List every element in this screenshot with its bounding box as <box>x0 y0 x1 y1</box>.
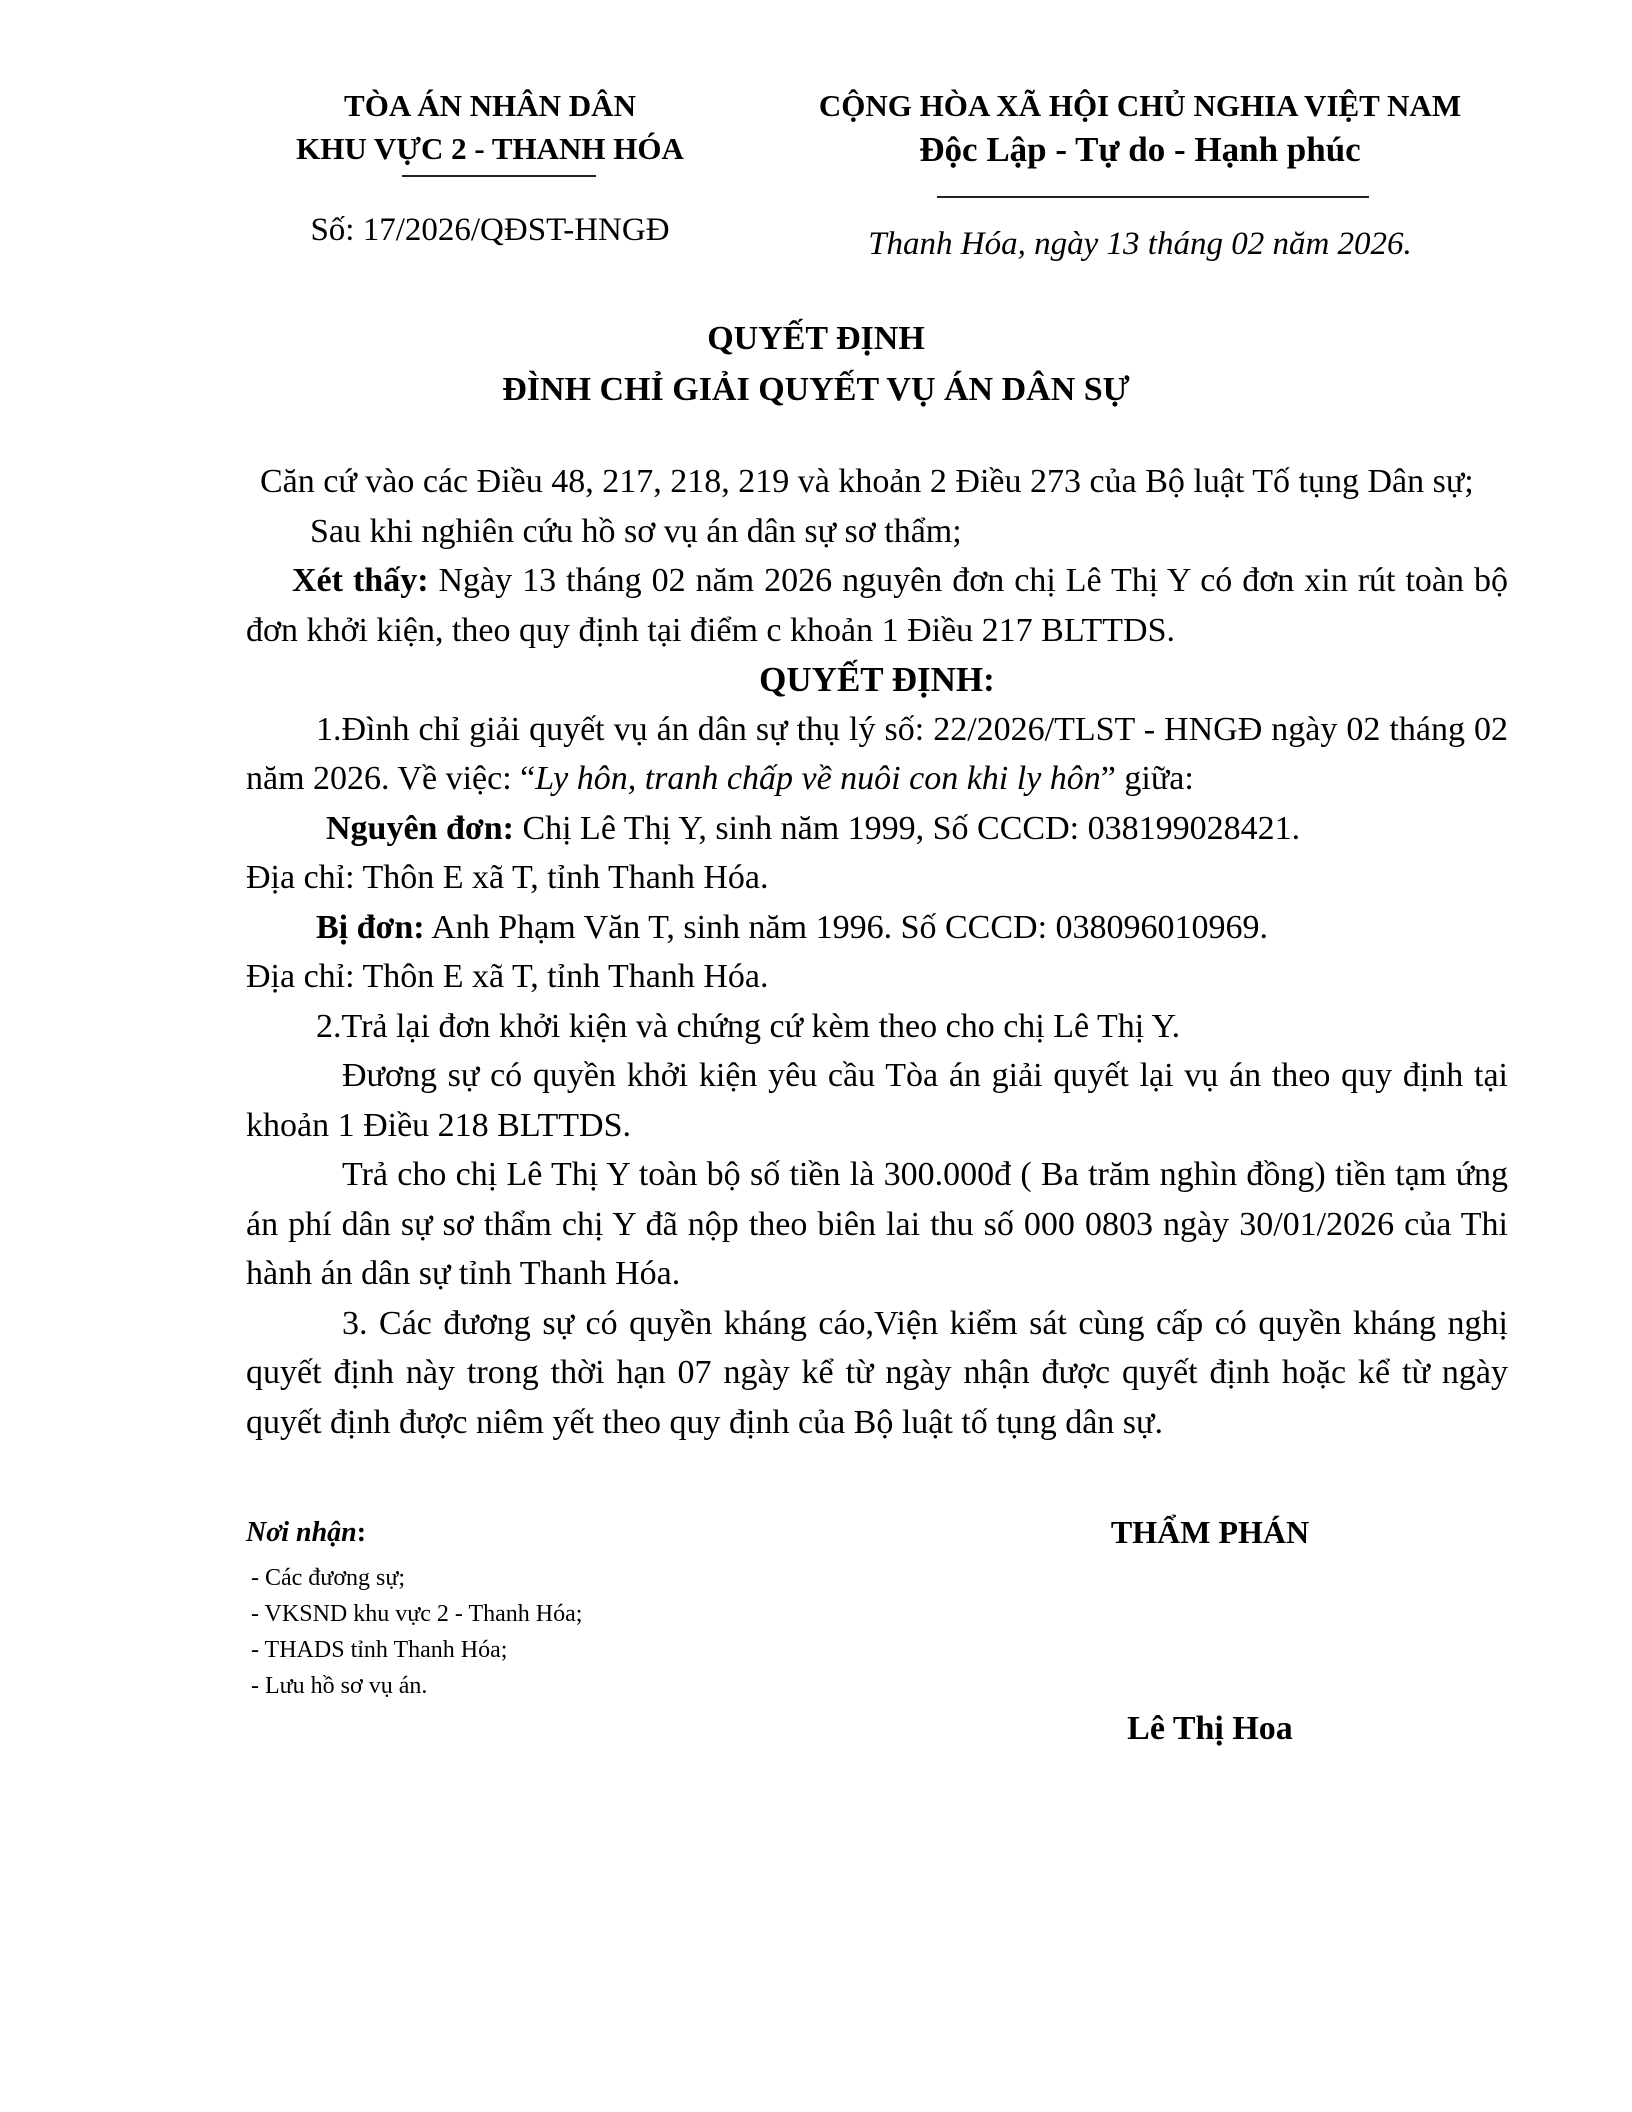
recipients-label-text: Nơi nhận <box>246 1517 357 1548</box>
document-subtitle: ĐÌNH CHỈ GIẢI QUYẾT VỤ ÁN DÂN SỰ <box>502 371 1130 408</box>
item1-suffix: ” giữa: <box>1100 760 1194 797</box>
recipient-item: - Các đương sự; <box>251 1565 406 1591</box>
decision-number: Số: 17/2026/QĐST-HNGĐ <box>310 212 670 248</box>
defendant-address: Địa chỉ: Thôn E xã T, tỉnh Thanh Hóa. <box>246 958 769 995</box>
plaintiff-address: Địa chỉ: Thôn E xã T, tỉnh Thanh Hóa. <box>246 859 769 896</box>
recipients-list <box>246 1560 582 1704</box>
finding-paragraph <box>246 556 1508 655</box>
decision-item-1 <box>246 705 1508 804</box>
finding-text: Ngày 13 tháng 02 năm 2026 nguyên đơn chị Lê Thị Y có đơn xin rút toàn bộ đơn khởi kiện, theo quy định tại điểm c khoản 1 Điều 217 BLTTDS. <box>246 562 1508 649</box>
document-title: QUYẾT ĐỊNH <box>707 320 925 357</box>
decision-item-3: 3. Các đương sự có quyền kháng cáo,Viện kiểm sát cùng cấp có quyền kháng nghị quyết định này trong thời hạn 07 ngày kể từ ngày nhận được quyết định hoặc kể từ ngày quyết định được niêm yết theo quy định của Bộ luật tố tụng dân sự. <box>246 1304 1508 1441</box>
plaintiff-line <box>246 804 1508 854</box>
decision-item-2: 2.Trả lại đơn khởi kiện và chứng cứ kèm theo cho chị Lê Thị Y. <box>316 1007 1181 1045</box>
recipient-item: - Lưu hồ sơ vụ án. <box>251 1673 428 1699</box>
court-name: TÒA ÁN NHÂN DÂN <box>344 88 636 123</box>
plaintiff-info: Chị Lê Thị Y, sinh năm 1999, Số CCCD: 038199028421. <box>513 809 1301 847</box>
right-to-sue: Đương sự có quyền khởi kiện yêu cầu Tòa án giải quyết lại vụ án theo quy định tại khoản 1 Điều 218 BLTTDS. <box>246 1057 1508 1144</box>
recipients-label <box>246 1515 366 1551</box>
defendant-line <box>246 903 1508 953</box>
judge-title: THẨM PHÁN <box>1110 1514 1310 1550</box>
recipient-item: - THADS tỉnh Thanh Hóa; <box>251 1637 508 1663</box>
recipients-colon: : <box>356 1517 367 1548</box>
item1-prefix: 1.Đình chỉ giải quyết vụ án dân sự thụ lý số: 22/2026/TLST - HNGĐ ngày 02 tháng 02 năm 2026. Về việc: “ <box>246 710 1508 797</box>
republic-name: CỘNG HÒA XÃ HỘI CHỦ NGHIA VIỆT NAM <box>818 88 1462 123</box>
review-statement: Sau khi nghiên cứu hồ sơ vụ án dân sự sơ thẩm; <box>310 512 962 550</box>
recipient-item: - VKSND khu vực 2 - Thanh Hóa; <box>251 1601 583 1627</box>
document-body <box>246 457 1508 1447</box>
judge-name: Lê Thị Hoa <box>1127 1710 1293 1747</box>
defendant-label: Bị đơn: <box>316 908 425 946</box>
fee-refund: Trả cho chị Lê Thị Y toàn bộ số tiền là 300.000đ ( Ba trăm nghìn đồng) tiền tạm ứng án phí dân sự sơ thẩm chị Y đã nộp theo biên lai thu số 000 0803 ngày 30/01/2026 của Thi hành án dân sự tỉnh Thanh Hóa. <box>246 1156 1508 1292</box>
national-motto: Độc Lập - Tự do - Hạnh phúc <box>919 130 1361 169</box>
decision-heading: QUYẾT ĐỊNH: <box>759 660 995 699</box>
defendant-info: Anh Phạm Văn T, sinh năm 1996. Số CCCD: 038096010969. <box>424 908 1269 946</box>
document-date: Thanh Hóa, ngày 13 tháng 02 năm 2026. <box>868 226 1412 262</box>
motto-underline <box>937 196 1369 198</box>
court-underline <box>402 175 596 177</box>
finding-label: Xét thấy: <box>292 562 429 599</box>
court-region: KHU VỰC 2 - THANH HÓA <box>296 131 684 166</box>
legal-basis: Căn cứ vào các Điều 48, 217, 218, 219 và khoản 2 Điều 273 của Bộ luật Tố tụng Dân sự; <box>260 463 1474 500</box>
case-matter: Ly hôn, tranh chấp về nuôi con khi ly hôn <box>535 760 1101 797</box>
plaintiff-label: Nguyên đơn: <box>326 809 514 847</box>
